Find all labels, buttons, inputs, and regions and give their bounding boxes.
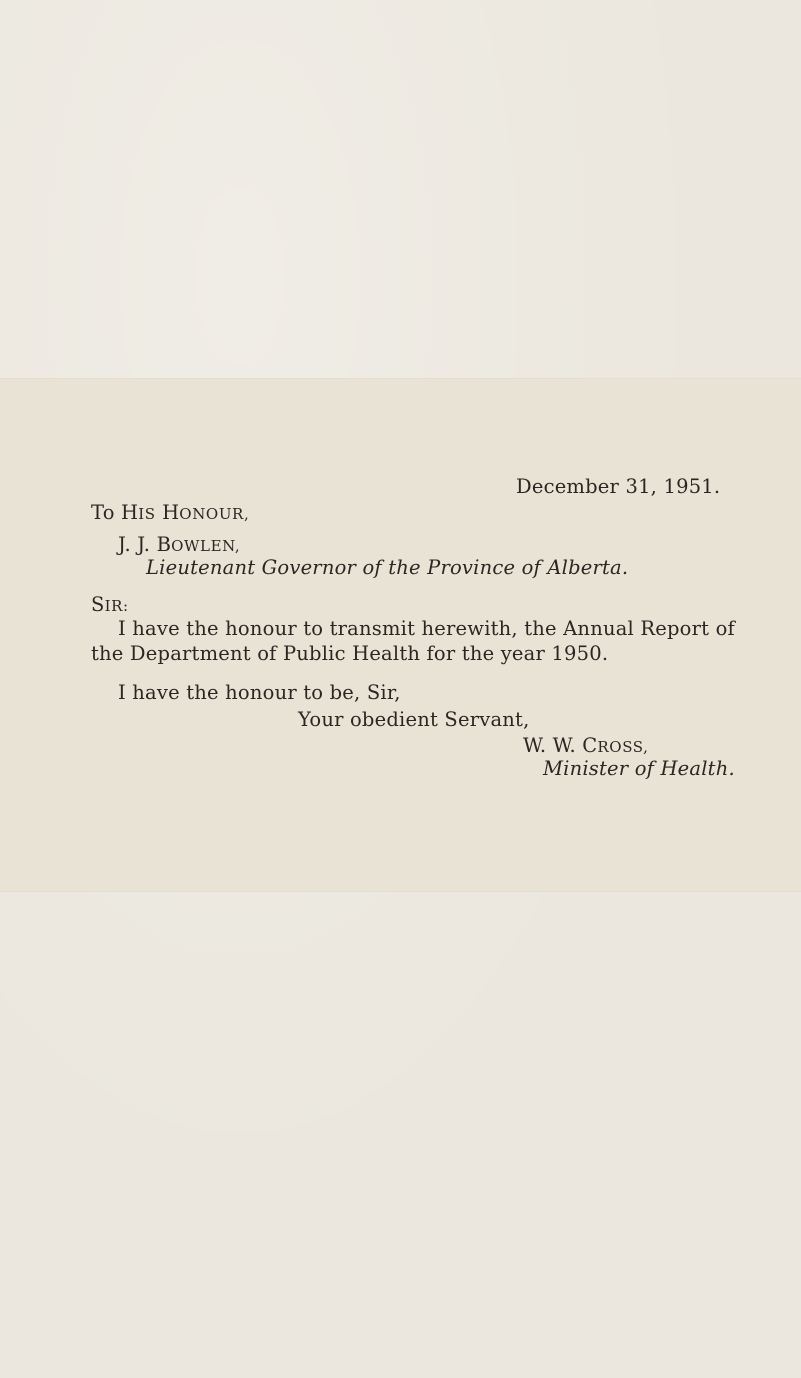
greeting-rest: IR:: [104, 597, 129, 615]
addressee-to: To: [91, 501, 115, 524]
addressee-title: Lieutenant Governor of the Province of Alberta.: [146, 556, 629, 579]
greeting: [91, 593, 129, 616]
addressee-name-cap: B: [156, 533, 172, 556]
addressee-honour-line: [91, 501, 249, 524]
letter-date: December 31, 1951.: [516, 475, 721, 498]
addressee-initials: J. J.: [118, 533, 151, 556]
signature-name: [523, 734, 649, 757]
addressee-name-line: [118, 533, 240, 556]
signature-name-cap: C: [582, 734, 598, 757]
closing-line-2: Your obedient Servant,: [298, 708, 530, 731]
body-line-2: the Department of Public Health for the year 1950.: [91, 642, 609, 665]
signature-name-rest: ROSS,: [597, 738, 649, 756]
greeting-cap: S: [91, 593, 105, 616]
honour-cap-h2: H: [162, 501, 180, 524]
body-line-1: I have the honour to transmit herewith, the Annual Report of: [118, 617, 735, 640]
signature-title: Minister of Health.: [543, 757, 735, 780]
addressee-name-rest: OWLEN,: [171, 537, 241, 555]
signature-initials: W. W.: [523, 734, 576, 757]
honour-cap-h1: H: [121, 501, 139, 524]
honour-rest-onour: ONOUR,: [179, 505, 250, 523]
closing-line-1: I have the honour to be, Sir,: [118, 681, 401, 704]
honour-rest-is: IS: [138, 505, 156, 523]
